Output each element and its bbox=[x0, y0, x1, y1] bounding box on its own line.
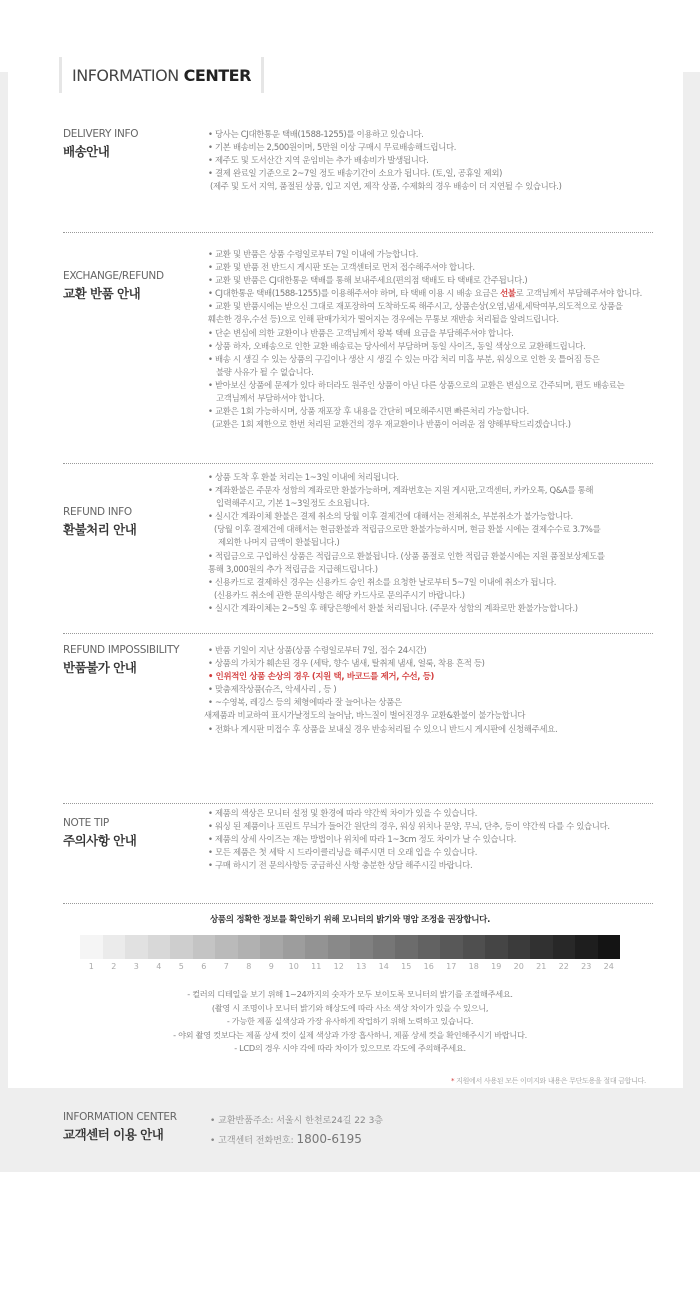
list-item: • 반품 기일이 지난 상품(상품 수령일로부터 7일, 접수 24시간) bbox=[208, 645, 427, 655]
gray-swatch-23 bbox=[575, 935, 598, 959]
gray-swatch-6 bbox=[193, 935, 216, 959]
gray-swatch-19 bbox=[485, 935, 508, 959]
list-item: • 교환 및 반품은 상품 수령일로부터 7일 이내에 가능합니다. bbox=[208, 249, 419, 259]
list-item: • 실시간 계좌이체는 2~5일 후 해당은행에서 환불 처리됩니다. (주문자 성함의 계좌로만 환불가능합니다.) bbox=[208, 602, 578, 613]
gray-swatch-13 bbox=[350, 935, 373, 959]
list-item: 훼손한 경우,수선 등)으로 인해 판매가치가 떨어지는 경우에는 무통보 재반송 처리될을 알려드립니다. bbox=[208, 314, 559, 325]
gray-number: 9 bbox=[268, 962, 274, 971]
warning-item: • 인위적인 상품 손상의 경우 (지원 택, 바코드를 제거, 수선, 등) bbox=[208, 671, 435, 682]
gray-swatch-14 bbox=[373, 935, 396, 959]
gray-number: 18 bbox=[468, 962, 479, 971]
gray-number: 8 bbox=[246, 962, 252, 971]
section-heading bbox=[63, 506, 136, 538]
list-item: • 제품의 색상은 모니터 설정 및 환경에 따라 약간씩 차이가 있을 수 있습니다. bbox=[208, 808, 478, 818]
gray-swatch-10 bbox=[283, 935, 306, 959]
gray-swatch-15 bbox=[395, 935, 418, 959]
list-item: • 결제 완료일 기준으로 2~7일 정도 배송기간이 소요가 됩니다. (토,일, 공휴일 제외) bbox=[208, 168, 503, 179]
list-item: • ~수영복, 레깅스 등의 체형에따라 잘 늘어나는 상품은 bbox=[208, 697, 402, 708]
list-item: • 맞춤제작상품(슈즈, 악세사리 , 등 ) bbox=[208, 684, 337, 695]
gray-number: 5 bbox=[178, 962, 184, 971]
gray-swatch-16 bbox=[418, 935, 441, 959]
gray-number: 6 bbox=[201, 962, 207, 971]
list-item: • 받아보신 상품에 문제가 있다 하더라도 원주인 상품이 아닌 다른 상품으로의 교환은 변심으로 간주되며, 편도 배송료는 bbox=[208, 379, 625, 390]
note-line: - 야외 촬영 컷보다는 제품 상세 컷이 실제 색상과 가장 흡사하니, 제품 상세 컷을 확인해주시기 바랍니다. bbox=[173, 1029, 527, 1040]
gray-number: 23 bbox=[581, 962, 592, 971]
gray-number: 20 bbox=[513, 962, 524, 971]
gray-number: 16 bbox=[423, 962, 434, 971]
section-content bbox=[208, 807, 678, 872]
asterisk: * bbox=[450, 1077, 455, 1085]
note-line: - 가능한 제품 실색상과 가장 유사하게 작업하기 위해 노력하고 있습니다. bbox=[226, 1016, 474, 1026]
monitor-notes bbox=[0, 988, 700, 1056]
gray-number: 10 bbox=[288, 962, 299, 971]
section-content bbox=[208, 248, 678, 431]
gray-number: 21 bbox=[536, 962, 547, 971]
section-title-en: REFUND INFO bbox=[63, 506, 132, 518]
divider bbox=[63, 463, 653, 464]
list-item: 제외한 나머지 금액이 환불됩니다.) bbox=[218, 537, 340, 548]
gray-swatch-5 bbox=[170, 935, 193, 959]
divider bbox=[63, 232, 653, 233]
list-item: • 구매 하시기 전 문의사항등 궁금하신 사항 충분한 상담 해주시길 바랍니다. bbox=[208, 860, 473, 871]
gray-number: 4 bbox=[156, 962, 162, 971]
grayscale-numbers bbox=[80, 962, 620, 971]
gray-swatch-20 bbox=[508, 935, 531, 959]
section-heading bbox=[63, 644, 179, 676]
section-title-en: REFUND IMPOSSIBILITY bbox=[63, 644, 180, 656]
section-title-en: DELIVERY INFO bbox=[63, 128, 139, 140]
list-item: • 적립금으로 구입하신 상품은 적립금으로 환불됩니다. (상품 품절로 인한 적립금 환불시에는 지원 품절보상제도를 bbox=[208, 550, 605, 561]
gray-number: 13 bbox=[356, 962, 367, 971]
list-item: • 상품의 가치가 훼손된 경우 (세탁, 향수 냄새, 탈취제 냄새, 얼룩, 착용 흔적 등) bbox=[208, 658, 485, 669]
note-line: - 컬러의 디테일을 보기 위해 1~24까지의 숫자가 모두 보이도록 모니터의 밝기를 조절해주세요. bbox=[187, 989, 513, 999]
gray-number: 12 bbox=[333, 962, 344, 971]
list-item: (교환은 1회 제한으로 한번 처리된 교환건의 경우 재교환이나 반품이 어려운 점 양해부탁드리겠습니다.) bbox=[212, 419, 571, 430]
gray-number: 24 bbox=[603, 962, 614, 971]
gray-swatch-4 bbox=[148, 935, 171, 959]
footer-heading bbox=[63, 1111, 177, 1143]
list-item: • 실시간 계좌이체 환불은 결제 취소의 당월 이후 결제건에 대해서는 전체취소, 부분취소가 불가능합니다. bbox=[208, 511, 573, 522]
divider bbox=[63, 633, 653, 634]
list-item: • 배송 시 생길 수 있는 상품의 구김이나 생산 시 생길 수 있는 마감 처리 미흡 부분, 워싱으로 인한 옷 틀어짐 등은 bbox=[208, 353, 600, 364]
section-heading bbox=[63, 817, 136, 849]
copyright-notice bbox=[451, 1076, 646, 1086]
gray-number: 7 bbox=[223, 962, 229, 971]
phone-number[interactable]: 1800-6195 bbox=[296, 1132, 362, 1146]
list-item: • 교환 및 반품 전 반드시 게시판 또는 고객센터로 먼저 접수해주셔야 합니다. bbox=[208, 262, 475, 273]
gray-swatch-22 bbox=[553, 935, 576, 959]
list-item: • 상품 도착 후 환불 처리는 1~3일 이내에 처리됩니다. bbox=[208, 472, 399, 482]
gray-number: 17 bbox=[446, 962, 457, 971]
footer-title-ko: 교객센터 이용 안내 bbox=[63, 1127, 164, 1142]
gray-number: 15 bbox=[401, 962, 412, 971]
list-item: • 교환 및 반품시에는 받으신 그대로 재포장하여 도착하도록 해주시고, 상품손상(오염,냄새,세탁여부,의도적으로 상품을 bbox=[208, 301, 623, 312]
footer-info bbox=[210, 1112, 383, 1150]
gray-swatch-11 bbox=[305, 935, 328, 959]
list-item: • 교환 및 반품은 CJ대한통운 택배를 통해 보내주세요(편의점 택배도 타 택배로 간주됩니다.) bbox=[208, 275, 528, 286]
section-title-ko: 교환 반품 안내 bbox=[63, 286, 141, 301]
gray-number: 2 bbox=[111, 962, 117, 971]
list-item: • 워싱 된 제품이나 프린트 무늬가 들어간 원단의 경우, 워싱 위치나 문양, 무늬, 단추, 등이 약간씩 다를 수 있습니다. bbox=[208, 821, 610, 832]
section-title-en: NOTE TIP bbox=[63, 817, 109, 829]
gray-swatch-17 bbox=[440, 935, 463, 959]
copyright-text: 지원에서 사용된 모든 이미지와 내용은 무단도용을 절대 금합니다. bbox=[454, 1077, 646, 1085]
gray-swatch-8 bbox=[238, 935, 261, 959]
title-light: INFORMATION bbox=[72, 65, 179, 85]
list-item: (당월 이후 결제건에 대해서는 현금환불과 적립금으로만 환불가능하시며, 현금 환불 시에는 결제수수료 3.7%를 bbox=[214, 524, 601, 535]
page-title bbox=[59, 57, 264, 93]
section-title-ko: 반품불가 안내 bbox=[63, 660, 137, 675]
return-address: • 교환반품주소: 서울시 한천로24길 22 3층 bbox=[210, 1116, 383, 1126]
list-item: 새제품과 비교하여 표시가날정도의 늘어남, 바느질이 벌어진경우 교환&환불이 불가능합니다 bbox=[204, 710, 526, 721]
list-item: (제주 및 도서 지역, 품절된 상품, 입고 지연, 제작 상품, 수제화의 경우 배송이 더 지연될 수 있습니다.) bbox=[210, 181, 562, 192]
gray-number: 14 bbox=[378, 962, 389, 971]
gray-number: 22 bbox=[558, 962, 569, 971]
list-item: 입력해주시고, 기본 1~3일정도 소요됩니다. bbox=[216, 498, 370, 509]
list-item: • 교환은 1회 가능하시며, 상품 재포장 후 내용을 간단히 메모해주시면 빠른처리 가능합니다. bbox=[208, 406, 529, 417]
gray-swatch-18 bbox=[463, 935, 486, 959]
section-title-ko: 배송안내 bbox=[63, 144, 110, 159]
title-bold: CENTER bbox=[183, 65, 251, 85]
monitor-title: 상품의 정확한 정보를 확인하기 위해 모니터의 밝기와 명암 조정을 권장합니다. bbox=[209, 915, 491, 925]
gray-swatch-21 bbox=[530, 935, 553, 959]
footer-title-en: INFORMATION CENTER bbox=[63, 1111, 177, 1123]
list-item: • 신용카드로 결제하신 경우는 신용카드 승인 취소를 요청한 날로부터 5~7일 이내에 취소가 됩니다. bbox=[208, 576, 557, 587]
note-line: (촬영 시 조명이나 모니터 밝기와 해상도에 따라 사소 색상 차이가 있을 수 있으니, bbox=[211, 1002, 489, 1013]
list-item: • 전화나 게시판 미접수 후 상품을 보내실 경우 반송처리될 수 있으니 반드시 게시판에 신청해주세요. bbox=[208, 723, 558, 734]
list-item: 불량 사유가 될 수 없습니다. bbox=[216, 366, 314, 377]
gray-number: 1 bbox=[88, 962, 94, 971]
gray-swatch-3 bbox=[125, 935, 148, 959]
customer-center-phone bbox=[210, 1130, 383, 1150]
gray-swatch-12 bbox=[328, 935, 351, 959]
gray-swatch-1 bbox=[80, 935, 103, 959]
gray-swatch-9 bbox=[260, 935, 283, 959]
list-item: 고객님께서 부담하셔야 합니다. bbox=[216, 393, 325, 404]
gray-number: 19 bbox=[491, 962, 502, 971]
grayscale-bar bbox=[80, 935, 620, 959]
list-item: • 단순 변심에 의한 교환이나 반품은 고객님께서 왕복 택배 요금을 부담해주셔야 합니다. bbox=[208, 327, 514, 338]
section-content bbox=[204, 644, 678, 736]
gray-swatch-24 bbox=[598, 935, 621, 959]
prepaid-highlight: 선불 bbox=[500, 288, 516, 299]
gray-swatch-2 bbox=[103, 935, 126, 959]
list-item: • 상품 하자, 오배송으로 인한 교환 배송료는 당사에서 부담하며 동일 사이즈, 동일 색상으로 교환해드립니다. bbox=[208, 340, 586, 351]
section-content bbox=[208, 471, 678, 615]
section-title-ko: 환불처리 안내 bbox=[63, 522, 137, 537]
phone-label: • 고객센터 전화번호: bbox=[210, 1136, 297, 1146]
list-item: • 제품의 상세 사이즈는 재는 방법이나 위치에 따라 1~3cm 정도 차이가 날 수 있습니다. bbox=[208, 834, 517, 845]
list-item: • CJ대한통운 택배(1588-1255)를 이용해주셔야 하며, 타 택배 이용 시 배송 요금은 선불로 고객님께서 부담해주셔야 합니다. bbox=[208, 288, 643, 299]
section-content bbox=[208, 128, 678, 193]
list-item: • 계좌환불은 주문자 성함의 계좌로만 환불가능하며, 계좌번호는 지원 게시판,고객센터, 카카오톡, Q&A를 통해 bbox=[208, 485, 594, 496]
gray-number: 3 bbox=[133, 962, 139, 971]
list-item: • 기본 배송비는 2,500원이며, 5만원 이상 구매시 무료배송해드립니다. bbox=[208, 142, 457, 153]
list-item: 통해 3,000원의 추가 적립금을 지급해드립니다.) bbox=[208, 563, 378, 574]
divider bbox=[63, 903, 653, 904]
note-line: - LCD의 경우 시야 각에 따라 차이가 있으므로 각도에 주의해주세요. bbox=[234, 1043, 466, 1053]
section-heading bbox=[63, 128, 138, 160]
list-item: (신용카드 취소에 관한 문의사항은 해당 카드사로 문의주시기 바랍니다.) bbox=[214, 589, 465, 600]
list-item: • 당사는 CJ대한통운 택배(1588-1255)를 이용하고 있습니다. bbox=[208, 129, 424, 139]
gray-number: 11 bbox=[311, 962, 322, 971]
section-title-ko: 주의사항 안내 bbox=[63, 833, 137, 848]
gray-swatch-7 bbox=[215, 935, 238, 959]
section-title-en: EXCHANGE/REFUND bbox=[63, 270, 164, 282]
divider bbox=[63, 803, 653, 804]
list-item: • 모든 제품은 첫 세탁 시 드라이클리닝을 해주시면 더 오래 입을 수 있습니다. bbox=[208, 847, 478, 858]
section-heading bbox=[63, 270, 164, 302]
list-item: • 제주도 및 도서산간 지역 운임비는 추가 배송비가 발생됩니다. bbox=[208, 155, 429, 166]
